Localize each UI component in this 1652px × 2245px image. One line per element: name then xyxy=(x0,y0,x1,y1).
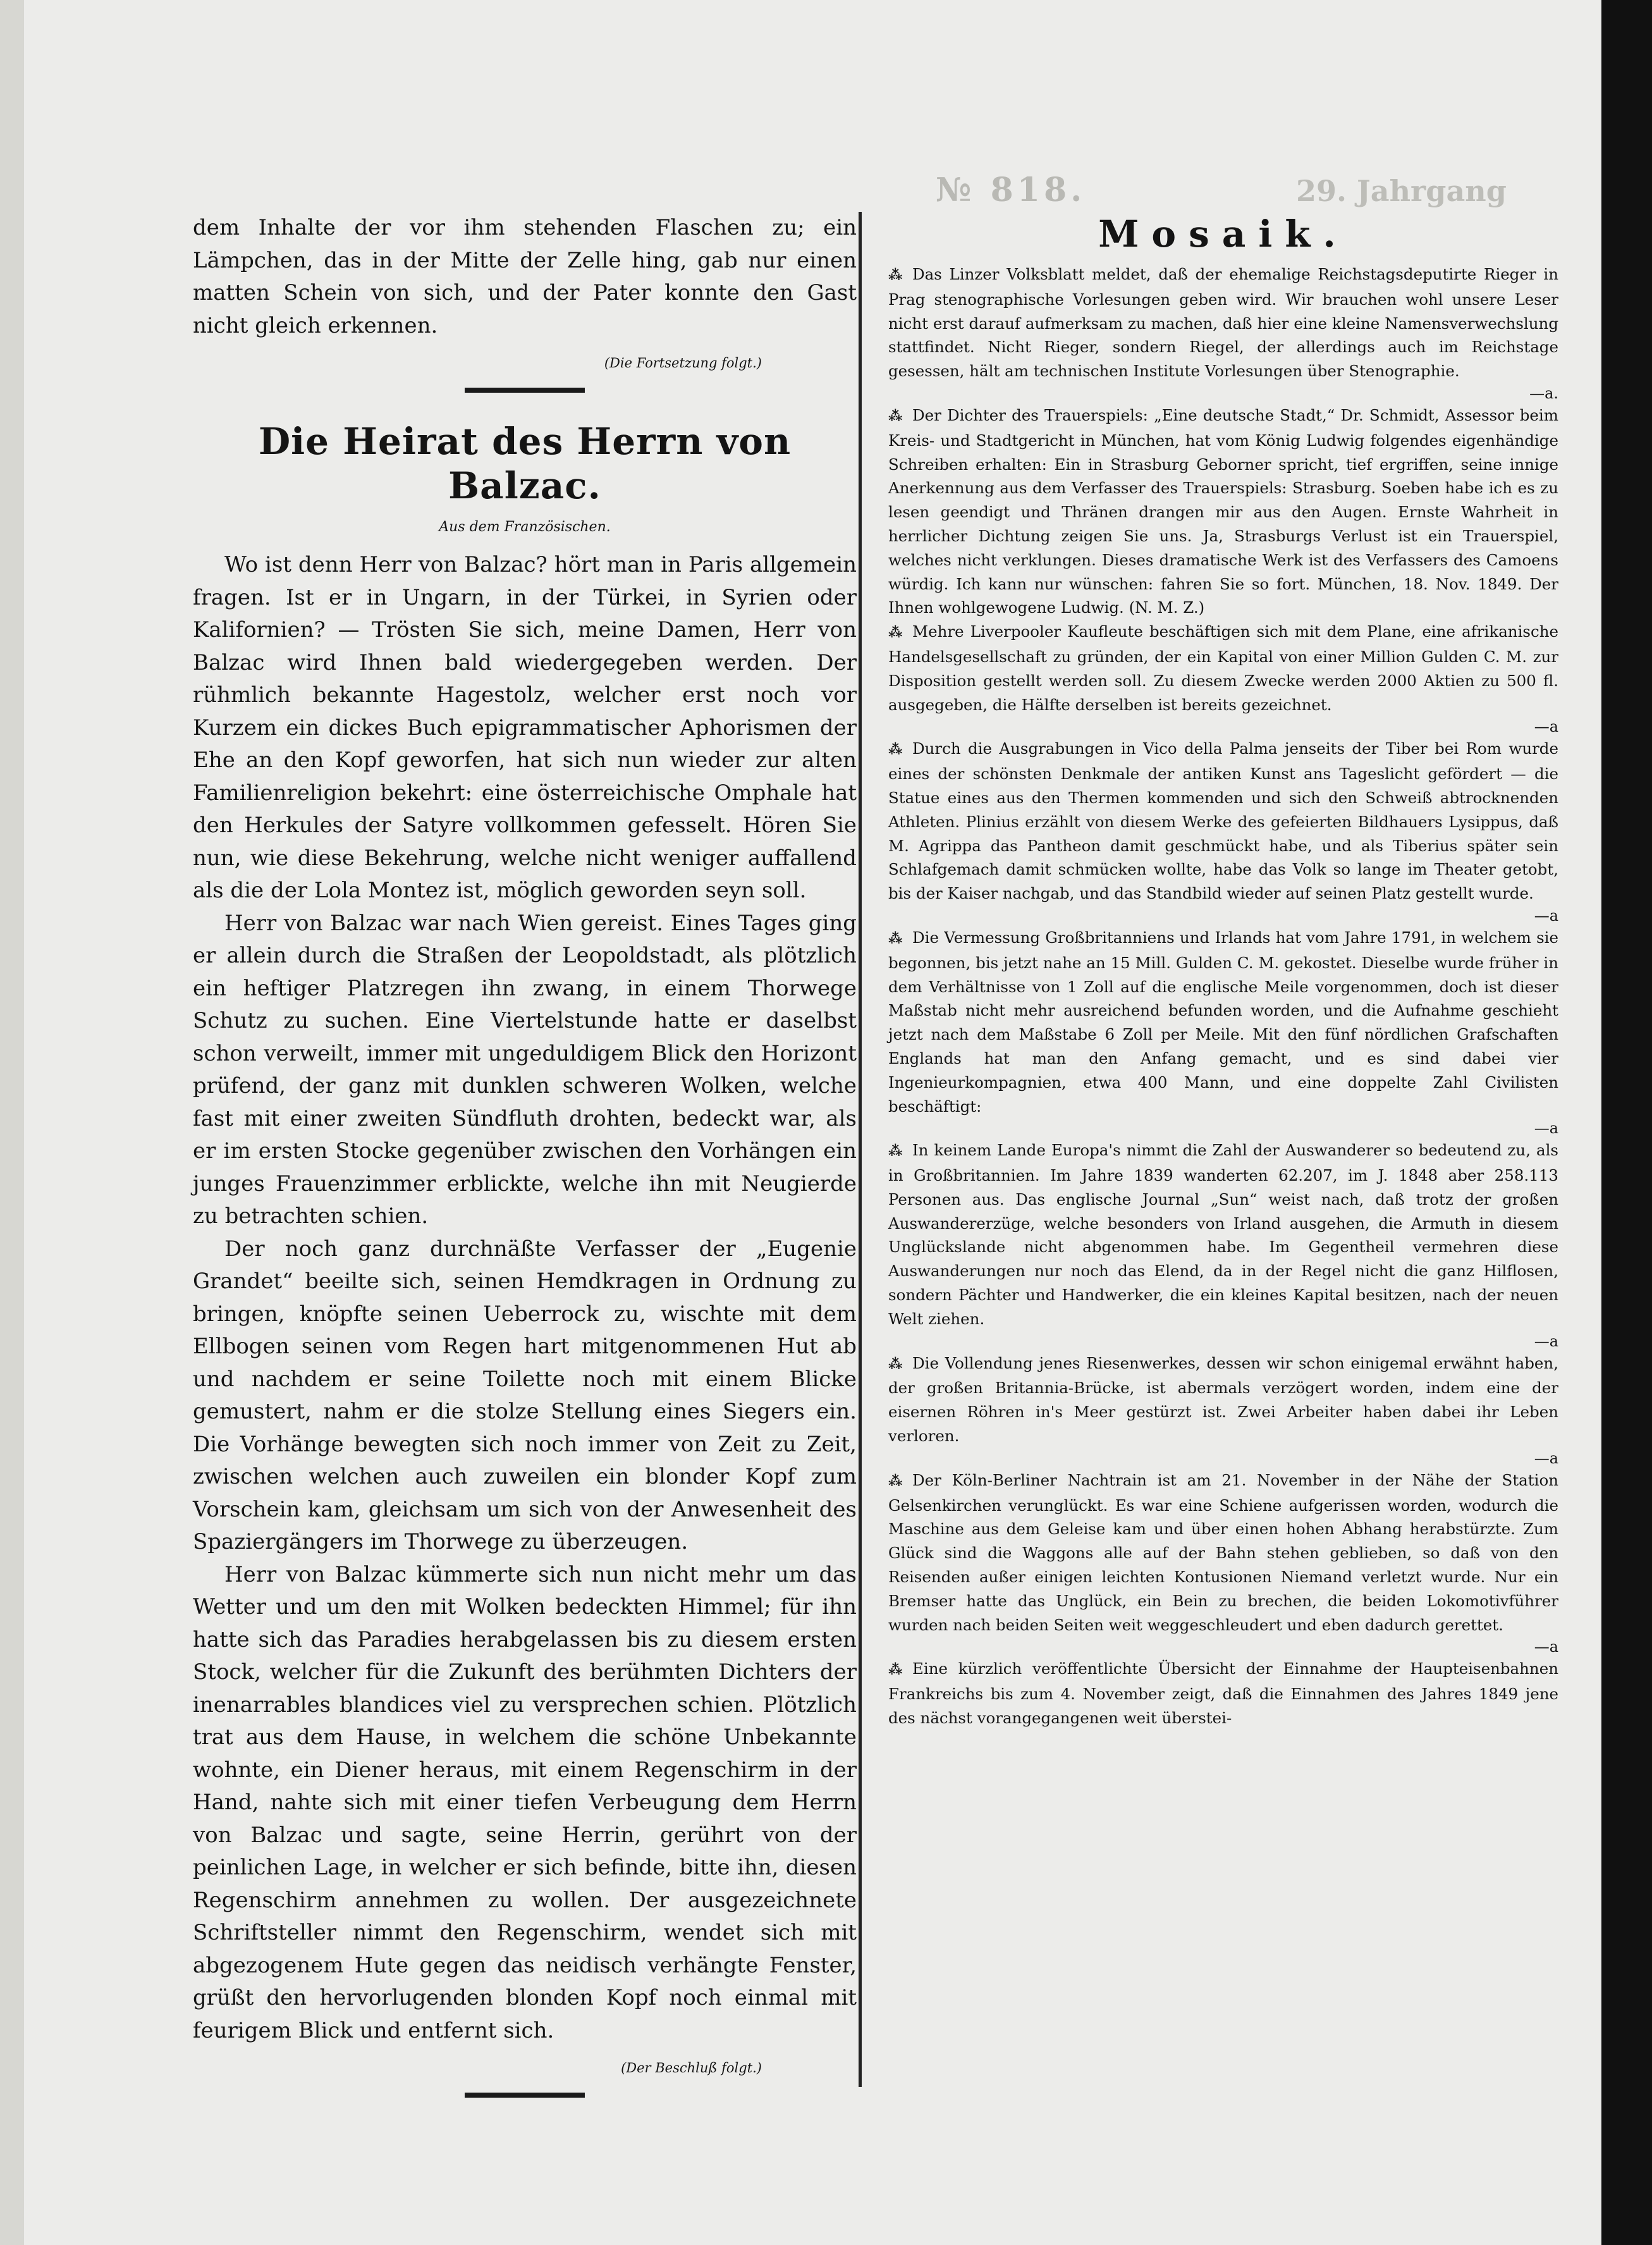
separator-rule xyxy=(465,388,585,393)
article-paragraph: Wo ist denn Herr von Balzac? hört man in Paris allgemein fragen. Ist er in Ungarn, in der Türkei, in Syrien oder Kalifornien? — Trösten Sie sich, meine Damen, Herr von Balzac wird Ihnen bald wiedergegeben werden. Der rühmlich bekannte Hagestolz, welcher erst noch vor Kurzem ein dickes Buch epigrammatischer Aphorismen der Ehe an den Kopf geworfen, hat sich nun wieder zur alten Familienreligion bekehrt: eine österreichische Omphale hat den Herkules der Satyre vollkommen gefesselt. Hören Sie nun, wie diese Bekehrung, welche nicht weniger auffallend als die der Lola Montez ist, möglich geworden seyn soll. xyxy=(193,552,857,903)
continuation-note: (Die Fortsetzung folgt.) xyxy=(604,355,762,371)
item-signature: —a xyxy=(1534,1119,1558,1138)
mosaic-item-text: Eine kürzlich veröffentlichte Übersicht der Einnahme der Haupteisenbahnen Frankreichs bis zum 4. November zeigt, daß die Einnahmen des Jahres 1849 jene des nächst vorangegangenen weit überstei- xyxy=(888,1659,1558,1728)
mosaic-item xyxy=(888,620,1558,737)
asterism-icon: ⁂ xyxy=(888,1472,903,1489)
mosaic-item-text: Die Vollendung jenes Riesenwerkes, dessen wir schon einigemal erwähnt haben, der großen Britannia-Brücke, ist abermals verzögert worden, indem eine der eisernen Röhren in's Meer gestürzt ist. Zwei Arbeiter haben dabei ihr Leben verloren. xyxy=(888,1353,1558,1446)
left-column xyxy=(193,212,857,2098)
bleed-through-volume: 29. Jahrgang xyxy=(1296,174,1507,208)
mosaic-item xyxy=(888,403,1558,620)
mosaic-item-text: Durch die Ausgrabungen in Vico della Palma jenseits der Tiber bei Rom wurde eines der schönsten Denkmale der antiken Kunst ans Tageslicht gefördert — die Statue eines aus den Thermen kommenden und sich den Schweiß abtrocknenden Athleten. Plinius erzählt von diesem Werke des gefeierten Bildhauers Lysippus, daß M. Agrippa das Pantheon damit geschmückt habe, und als Tiberius später sein Schlafgemach damit schmücken wollte, habe das Volk so lange im Theater getobt, bis der Kaiser nachgab, und das Standbild wieder auf seinen Platz gestellt wurde. xyxy=(888,739,1558,903)
story-ending-text: dem Inhalte der vor ihm stehenden Flaschen zu; ein Lämpchen, das in der Mitte der Zelle hing, gab nur einen matten Schein von sich, und der Pater konnte den Gast nicht gleich erkennen. xyxy=(193,215,857,338)
mosaic-item-text: Der Dichter des Trauerspiels: „Eine deutsche Stadt,“ Dr. Schmidt, Assessor beim Kreis- und Stadtgericht in München, hat vom König Ludwig folgendes eigenhändige Schreiben erhalten: Ein in Strasburg Geborner spricht, tief ergriffen, seine innige Anerkennung aus dem Verfasser des Trauerspiels: Strasburg. Soeben habe ich es zu lesen geendigt und Thränen drangen mir aus den Augen. Ernste Wahrheit in herrlicher Dichtung zeigen Sie uns. Ja, Strasburgs Verlust ist ein Trauerspiel, welches nicht verklungen. Dieses dramatische Werk ist des Verfassers des Camoens würdig. Ich kann nur wünschen: fahren Sie so fort. München, 18. Nov. 1849. Der Ihnen wohlgewogene Ludwig. (N. M. Z.) xyxy=(888,405,1558,617)
item-signature: —a xyxy=(1534,906,1558,925)
asterism-icon: ⁂ xyxy=(888,1355,903,1372)
mosaic-item-text: Das Linzer Volksblatt meldet, daß der ehemalige Reichstagsdeputirte Rieger in Prag stenographische Vorlesungen geben wird. Wir brauchen wohl unsere Leser nicht erst darauf aufmerksam zu machen, daß hier eine kleine Namensverwechslung stattfindet. Nicht Rieger, sondern Riegel, der allerdings auch im Reichstage gesessen, hält am technischen Institute Vorlesungen über Stenographie. xyxy=(888,265,1558,381)
article-paragraph: Herr von Balzac war nach Wien gereist. Eines Tages ging er allein durch die Straßen der Leopoldstadt, als plötzlich ein heftiger Platzregen ihn zwang, in einem Thorwege Schutz zu suchen. Eine Viertelstunde hatte er daselbst schon verweilt, immer mit ungeduldigem Blick den Horizont prüfend, der ganz mit dunklen schweren Wolken, welche fast mit einer zweiten Sündfluth drohten, bedeckt war, als er im ersten Stocke gegenüber zwischen den Vorhängen ein junges Frauenzimmer erblickte, welche ihn mit Neugierde zu betrachten schien. xyxy=(193,910,857,1229)
right-column xyxy=(888,212,1558,1730)
article-title: Die Heirat des Herrn von Balzac. xyxy=(258,420,792,507)
asterism-icon: ⁂ xyxy=(888,1661,903,1678)
mosaic-item-text: Mehre Liverpooler Kaufleute beschäftigen sich mit dem Plane, eine afrikanische Handelsgesellschaft zu gründen, der ein Kapital von einer Million Gulden C. M. zur Disposition gestellt werden soll. Zu diesem Zwecke werden 2000 Aktien zu 500 fl. ausgegeben, die Hälfte derselben ist bereits gezeichnet. xyxy=(888,622,1558,714)
column-divider xyxy=(859,212,862,2087)
article-subtitle: Aus dem Französischen. xyxy=(439,519,611,535)
scan-border-right xyxy=(1601,0,1652,2245)
item-signature: —a. xyxy=(1529,384,1558,402)
mosaic-item xyxy=(888,1657,1558,1730)
mosaic-item xyxy=(888,262,1558,403)
mosaic-item-text: Die Vermessung Großbritanniens und Irlands hat vom Jahre 1791, in welchem sie begonnen, bis jetzt nahe an 15 Mill. Gulden C. M. gekostet. Dieselbe wurde früher in dem Verhältnisse von 1 Zoll auf die englische Meile vorgenommen, doch ist dieser Maßstab nicht mehr ausreichend befunden worden, und die Aufnahme geschieht jetzt nach dem Maßstabe 6 Zoll per Meile. Mit den fünf nördlichen Grafschaften Englands hat man den Anfang gemacht, und es sind dabei vier Ingenieurkompagnien, etwa 400 Mann, und eine doppelte Zahl Civilisten beschäftigt: xyxy=(888,928,1558,1116)
article-paragraph: Der noch ganz durchnäßte Verfasser der „Eugenie Grandet“ beeilte sich, seinen Hemdkragen in Ordnung zu bringen, knöpfte seinen Ueberrock zu, wischte mit dem Ellbogen seinen vom Regen hart mitgenommenen Hut ab und nachdem er seine Toilette noch mit einem Blicke gemustert, nahm er die stolze Stellung eines Siegers ein. Die Vorhänge bewegten sich noch immer von Zeit zu Zeit, zwischen welchen auch zuweilen ein blonder Kopf zum Vorschein kam, gleichsam um sich von der Anwesenheit des Spaziergängers im Thorwege zu überzeugen. xyxy=(193,1236,857,1554)
mosaic-item-text: Der Köln-Berliner Nachtrain ist am 21. November in der Nähe der Station Gelsenkirchen verunglückt. Es war eine Schiene aufgerissen worden, wodurch die Maschine aus dem Geleise kam und über einen hohen Abhang herabstürzte. Zum Glück sind die Waggons alle auf der Bahn stehen geblieben, so daß von den Reisenden außer einigen leichten Kontusionen Niemand verletzt wurde. Nur ein Bremser hatte das Unglück, ein Bein zu brechen, die beiden Lokomotivführer wurden nach beiden Seiten weit weggeschleudert und eben dadurch gerettet. xyxy=(888,1470,1558,1634)
mosaic-item xyxy=(888,1138,1558,1351)
asterism-icon: ⁂ xyxy=(888,267,903,283)
end-note: (Der Beschluß folgt.) xyxy=(621,2060,762,2076)
mosaic-item xyxy=(888,926,1558,1138)
mosaic-item xyxy=(888,1351,1558,1468)
article-paragraph: Herr von Balzac kümmerte sich nun nicht mehr um das Wetter und um den mit Wolken bedeckten Himmel; für ihn hatte sich das Paradies herabgelassen bis zu diesem ersten Stock, welcher für die Zukunft des berühmten Dichters der inenarrables blandices viel zu versprechen schien. Plötzlich trat aus dem Hause, in welchem die schöne Unbekannte wohnte, ein Diener heraus, mit einem Regenschirm in der Hand, nahte sich mit einer tiefen Verbeugung dem Herrn von Balzac und sagte, seine Herrin, gerührt von der peinlichen Lage, in welcher er sich befinde, bitte ihn, diesen Regenschirm annehmen zu wollen. Der ausgezeichnete Schriftsteller nimmt den Regenschirm, wendet sich mit abgezogenem Hute gegen das neidisch verhängte Fenster, grüßt den hervorlugenden blonden Kopf noch einmal mit feurigem Blick und entfernt sich. xyxy=(193,1561,857,2043)
mosaic-item xyxy=(888,737,1558,926)
mosaic-item-text: In keinem Lande Europa's nimmt die Zahl der Auswanderer so bedeutend zu, als in Großbritannien. Im Jahre 1839 wanderten 62.207, im J. 1848 aber 258.113 Personen aus. Das englische Journal „Sun“ weist nach, daß trotz der großen Auswandererzüge, welche besonders von Irland ausgehen, die Armuth in diesem Unglückslande nicht abgenommen habe. Im Gegentheil vermehren diese Auswanderungen nur noch das Elend, da in der Regel nicht die ganz Hilflosen, sondern Pächter und Handwerker, die ein kleines Kapital besitzen, nach der neuen Welt ziehen. xyxy=(888,1141,1558,1328)
item-signature: —a xyxy=(1534,1449,1558,1467)
scan-border-left xyxy=(0,0,24,2245)
asterism-icon: ⁂ xyxy=(888,407,903,424)
item-signature: —a xyxy=(1534,718,1558,736)
mosaic-item xyxy=(888,1468,1558,1658)
asterism-icon: ⁂ xyxy=(888,1143,903,1160)
bleed-through-issue-number: № 818. xyxy=(936,171,1086,209)
item-signature: —a xyxy=(1534,1638,1558,1656)
asterism-icon: ⁂ xyxy=(888,741,903,758)
section-title: Mosaik. xyxy=(1098,212,1349,255)
separator-rule xyxy=(465,2093,585,2098)
asterism-icon: ⁂ xyxy=(888,624,903,641)
asterism-icon: ⁂ xyxy=(888,930,903,947)
item-signature: —a xyxy=(1534,1332,1558,1350)
